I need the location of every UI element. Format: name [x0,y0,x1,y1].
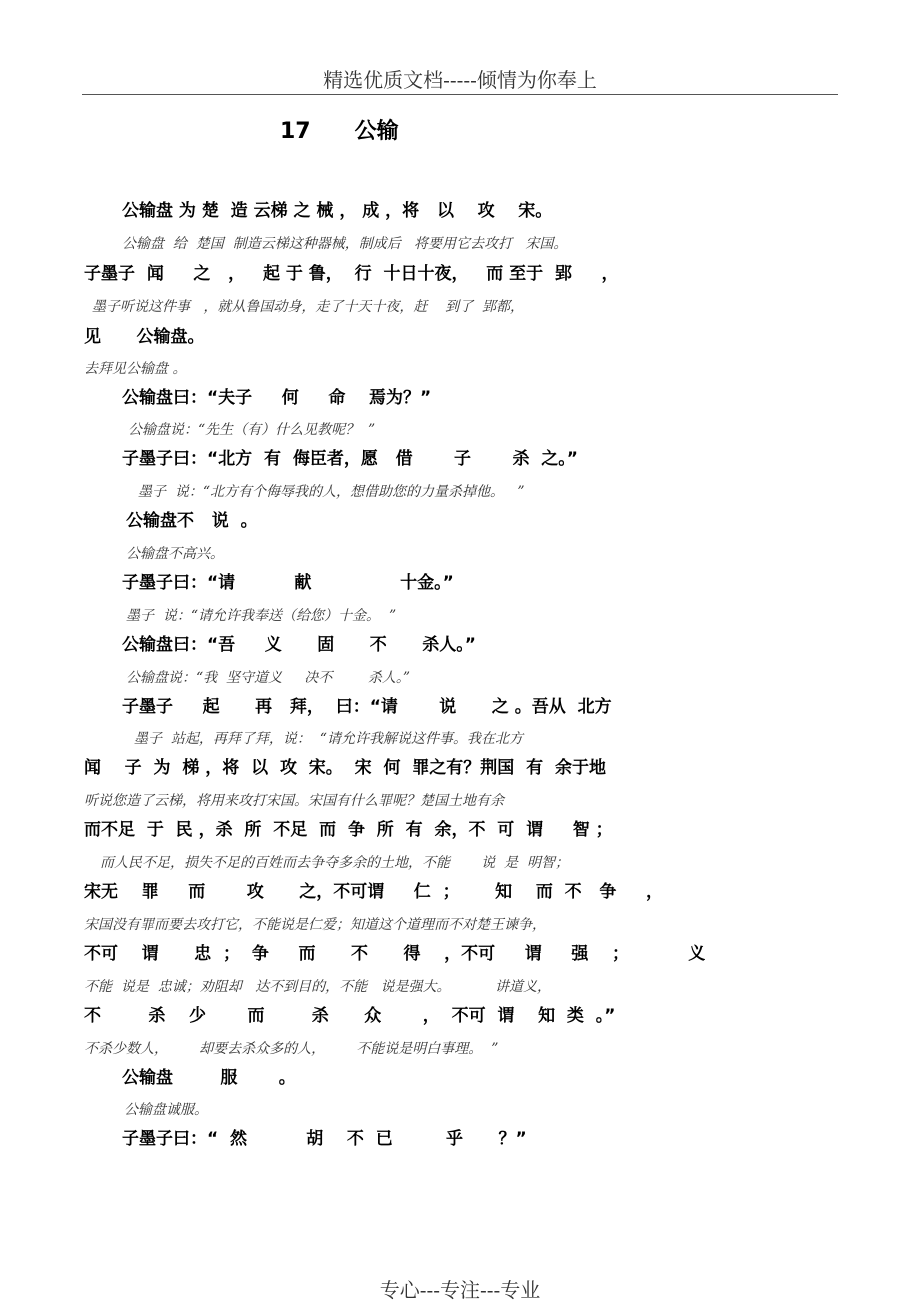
original-text-line: 公输盘曰：“吾 义 固 不 杀人。” [122,635,476,655]
original-text-line: 子墨子 闻 之 ， 起 于 鲁， 行 十日十夜， 而 至于 郢 ， [84,264,619,284]
translation-text-line: 公输盘诚服。 [124,1102,208,1118]
translation-text-line: 宋国没有罪而要去攻打它，不能说是仁爱；知道这个道理而不对楚王谏争， [84,917,546,933]
original-text-line: 而不足 于 民 ，杀 所 不足 而 争 所 有 余，不 可 谓 智 ； [84,820,613,840]
original-text-line: 子墨子 起 再 拜， 曰：“请 说 之 。吾从 北方 [122,697,612,717]
translation-text-line: 公输盘 给 楚国 制造云梯这种器械，制成后 将要用它去攻打 宋国。 [122,236,568,252]
original-text-line: 见 公输盘。 [84,327,205,347]
document-title: 17 公输 [280,119,399,144]
original-text-line: 不 杀 少 而 杀 众 ， 不可 谓 知 类 。” [84,1006,616,1026]
original-text-line: 宋无 罪 而 攻 之，不可谓 仁 ； 知 而 不 争 ， [84,882,664,902]
translation-text-line: 而人民不足，损失不足的百姓而去争夺多余的土地，不能 说 是 明智； [100,855,569,871]
original-text-line: 闻 子 为 梯 ，将 以 攻 宋。 宋 何 罪之有？荆国 有 余于地 [84,758,606,778]
header-divider [82,94,838,95]
original-text-line: 公输盘 为 楚 造 云梯 之 械 ， 成 ，将 以 攻 宋。 [122,201,553,221]
original-text-line: 公输盘 服 。 [122,1068,296,1088]
translation-text-line: 墨子 站起，再拜了拜，说： “请允许我解说这件事。我在北方 [134,731,523,747]
original-text-line: 公输盘曰：“夫子 何 命 焉为？” [122,388,432,408]
footer-text: 专心---专注---专业 [379,1278,541,1302]
original-text-line: 公输盘不 说 。 [126,511,258,531]
original-text-line: 不可 谓 忠 ； 争 而 不 得 ，不可 谓 强 ； 义 [84,944,706,964]
original-text-line: 子墨子曰：“ 然 胡 不 已 乎 ？” [122,1129,527,1149]
translation-text-line: 不能 说是 忠诚；劝阻却 达不到目的，不能 说是强大。 讲道义， [84,979,552,995]
original-text-line: 子墨子曰：“请 献 十金。” [122,573,454,593]
translation-text-line: 公输盘不高兴。 [126,546,224,562]
translation-text-line: 公输盘说：“先生（有）什么见教呢？ ” [128,422,376,438]
translation-text-line: 墨子听说这件事 ，就从鲁国动身，走了十天十夜，赶 到了 郢都， [92,299,525,315]
original-text-line: 子墨子曰：“北方 有 侮臣者，愿 借 子 杀 之。” [122,449,578,469]
translation-text-line: 听说您造了云梯，将用来攻打宋国。宋国有什么罪呢？楚国土地有余 [84,793,504,809]
translation-text-line: 公输盘说：“我 坚守道义 决不 杀人。” [126,670,411,686]
header-text: 精选优质文档-----倾情为你奉上 [323,68,597,92]
translation-text-line: 墨子 说：“请允许我奉送（给您）十金。 ” [126,608,397,624]
translation-text-line: 去拜见公输盘 。 [84,361,187,377]
translation-text-line: 不杀少数人， 却要去杀众多的人， 不能说是明白事理。 ” [84,1041,499,1057]
translation-text-line: 墨子 说：“北方有个侮辱我的人，想借助您的力量杀掉他。 ” [138,484,525,500]
